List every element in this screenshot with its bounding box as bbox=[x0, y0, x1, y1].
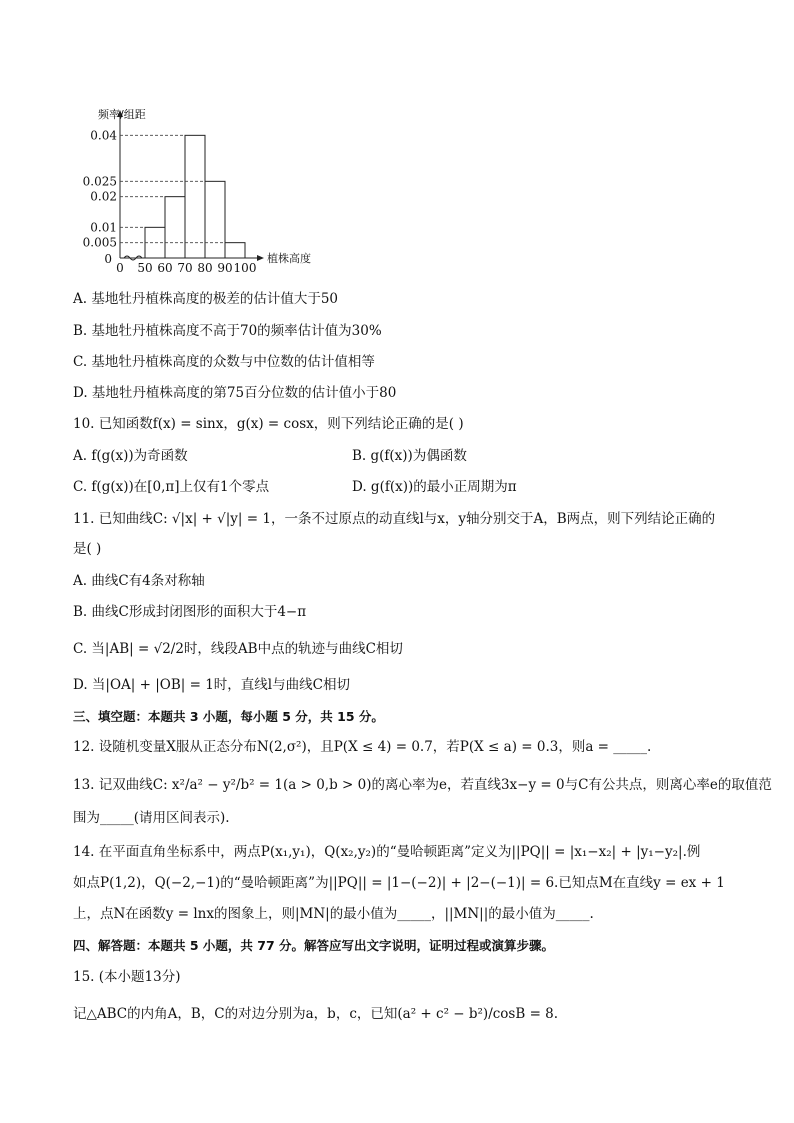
y-tick-label: 0.04 bbox=[90, 128, 117, 143]
histogram-bar bbox=[185, 135, 205, 258]
x-tick-label: 100 bbox=[233, 261, 257, 275]
q10-option-b: B. g(f(x))为偶函数 bbox=[352, 448, 467, 464]
q15-title: 15. (本小题13分) bbox=[73, 969, 181, 985]
q9-option-c: C. 基地牡丹植株高度的众数与中位数的估计值相等 bbox=[73, 354, 375, 370]
y-axis-label: 频率/组距 bbox=[98, 108, 146, 121]
q9-option-a: A. 基地牡丹植株高度的极差的估计值大于50 bbox=[73, 291, 339, 307]
q10-option-d: D. g(f(x))的最小正周期为π bbox=[352, 479, 517, 495]
q11-stem-line1: 11. 已知曲线C: √|x| + √|y| = 1，一条不过原点的动直线l与x，y轴分别交于A，B两点，则下列结论正确的 bbox=[73, 511, 716, 527]
histogram-bar bbox=[225, 243, 245, 258]
section-solution-heading: 四、解答题：本题共 5 小题，共 77 分。解答应写出文字说明，证明过程或演算步骤。 bbox=[73, 938, 555, 953]
y-tick-label: 0.025 bbox=[82, 174, 117, 189]
histogram-bar bbox=[165, 197, 185, 258]
q11-option-b: B. 曲线C形成封闭图形的面积大于4−π bbox=[73, 604, 307, 620]
x-tick-label: 0 bbox=[116, 261, 124, 275]
q9-option-d: D. 基地牡丹植株高度的第75百分位数的估计值小于80 bbox=[73, 385, 397, 401]
q10-option-c: C. f(g(x))在[0,π]上仅有1个零点 bbox=[73, 479, 270, 495]
y-tick-label: 0.005 bbox=[82, 235, 117, 250]
x-tick-label: 50 bbox=[137, 261, 153, 275]
y-tick-label: 0.02 bbox=[90, 189, 117, 204]
q14-line2: 如点P(1,2)，Q(−2,−1)的“曼哈顿距离”为||PQ|| = |1−(−2)| + |2−(−1)| = 6.已知点M在直线y = ex + 1 bbox=[73, 875, 725, 891]
q11-stem-line2: 是( ) bbox=[73, 541, 102, 557]
x-axis-label: 植株高度 bbox=[267, 252, 311, 265]
q11-option-a: A. 曲线C有4条对称轴 bbox=[73, 573, 205, 589]
x-tick-label: 60 bbox=[157, 261, 173, 275]
q14-line3: 上，点N在函数y = lnx的图象上，则|MN|的最小值为_____，||MN||的最小值为_____. bbox=[73, 906, 594, 922]
q13-line1: 13. 记双曲线C: x²/a² − y²/b² = 1(a > 0,b > 0)的离心率为e，若直线3x−y = 0与C有公共点，则离心率e的取值范 bbox=[73, 777, 772, 793]
q14-line1: 14. 在平面直角坐标系中，两点P(x₁,y₁)，Q(x₂,y₂)的“曼哈顿距离”定义为||PQ|| = |x₁−x₂| + |y₁−y₂|.例 bbox=[73, 844, 701, 860]
q12-text: 12. 设随机变量X服从正态分布N(2,σ²)，且P(X ≤ 4) = 0.7，若P(X ≤ a) = 0.3，则a = _____. bbox=[73, 739, 652, 755]
x-tick-label: 90 bbox=[217, 261, 233, 275]
q13-line2: 围为_____(请用区间表示). bbox=[73, 810, 230, 826]
q9-option-b: B. 基地牡丹植株高度不高于70的频率估计值为30% bbox=[73, 323, 382, 339]
histogram-bar bbox=[205, 181, 225, 258]
section-fill-in-heading: 三、填空题：本题共 3 小题，每小题 5 分，共 15 分。 bbox=[73, 709, 384, 724]
q10-stem: 10. 已知函数f(x) = sinx，g(x) = cosx，则下列结论正确的是( ) bbox=[73, 416, 464, 432]
x-tick-label: 70 bbox=[177, 261, 193, 275]
q15-stem: 记△ABC的内角A，B，C的对边分别为a，b，c，已知(a² + c² − b²)/cosB = 8. bbox=[73, 1006, 559, 1022]
y-tick-label: 0.01 bbox=[90, 220, 117, 235]
q10-option-a: A. f(g(x))为奇函数 bbox=[73, 448, 188, 464]
q11-option-c: C. 当|AB| = √2/2时，线段AB中点的轨迹与曲线C相切 bbox=[73, 641, 403, 657]
y-tick-label: 0 bbox=[104, 252, 112, 266]
x-axis-arrow bbox=[257, 255, 264, 261]
frequency-histogram bbox=[82, 100, 338, 280]
x-tick-label: 80 bbox=[197, 261, 213, 275]
q11-option-d: D. 当|OA| + |OB| = 1时，直线l与曲线C相切 bbox=[73, 677, 350, 693]
